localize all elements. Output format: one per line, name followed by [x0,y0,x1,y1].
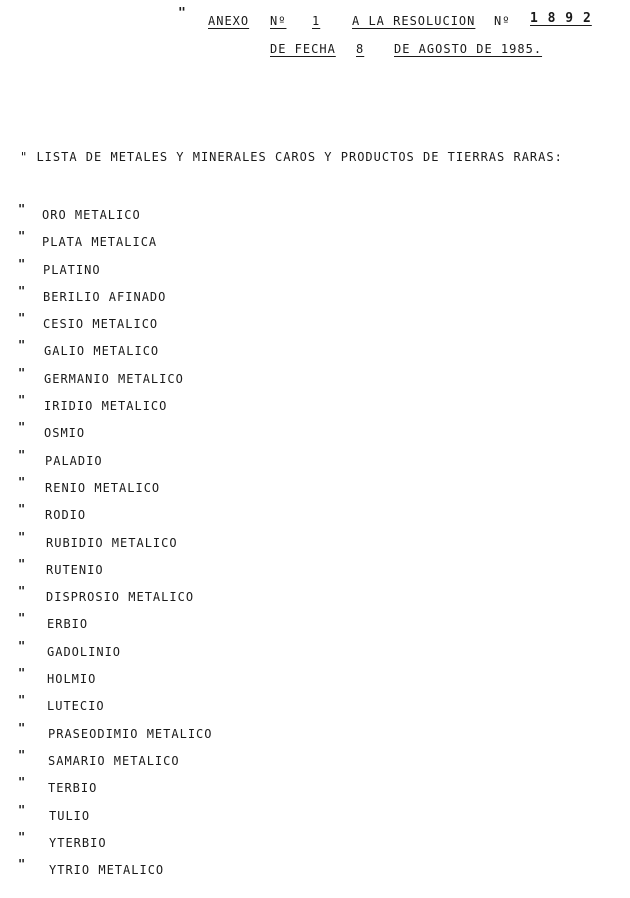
list-item [18,859,618,886]
list-item [18,504,618,531]
list-item-label: GERMANIO METALICO [44,371,184,386]
list-item [18,474,618,504]
list-item-quote-mark: " [18,256,26,271]
list-item-quote-mark: " [18,365,26,380]
resolution-number-label: Nº [494,14,511,28]
minerals-list [18,204,618,886]
list-item [18,556,618,586]
list-item-label: SAMARIO METALICO [48,753,180,768]
list-item [18,802,618,832]
annex-label: ANEXO [208,14,250,28]
list-item-label: RODIO [45,508,87,523]
list-item-label: RENIO METALICO [45,480,161,495]
list-item-label: IRIDIO METALICO [44,399,168,414]
resolution-text: A LA RESOLUCION [352,14,476,28]
list-item-quote-mark: " [18,229,26,244]
list-item [18,720,618,750]
list-item [18,313,618,340]
list-item-quote-mark: " [18,693,26,708]
list-item-label: PLATINO [43,262,101,277]
list-item [18,613,618,640]
list-item [18,668,618,695]
list-item [18,747,618,777]
list-item-quote-mark: " [18,802,26,817]
list-item-label: PRASEODIMIO METALICO [48,726,213,741]
list-item [18,365,618,395]
list-item-quote-mark: " [18,584,26,599]
list-item-label: TERBIO [48,781,98,796]
list-item [18,231,618,258]
list-item-quote-mark: " [18,666,26,681]
list-item-quote-mark: " [18,747,26,762]
section-heading: " LISTA DE METALES Y MINERALES CAROS Y PRODUCTOS DE TIERRAS RARAS: [20,150,563,164]
date-day: 8 [356,42,365,56]
list-item [18,529,618,559]
list-item-quote-mark: " [18,529,26,544]
annex-number-label: Nº [270,14,287,28]
list-item-quote-mark: " [18,202,26,216]
list-item [18,447,618,477]
list-item-label: ORO METALICO [42,208,141,222]
list-item [18,283,618,313]
list-item-label: BERILIO AFINADO [43,289,167,304]
list-item-quote-mark: " [18,857,26,872]
date-prefix: DE FECHA [270,42,336,56]
list-item-label: OSMIO [44,426,86,441]
list-item-label: PLATA METALICA [42,235,158,250]
list-item [18,340,618,367]
list-item [18,422,618,449]
list-item-label: GALIO METALICO [44,344,160,359]
list-item-label: RUBIDIO METALICO [46,535,178,550]
header-quote-mark: " [178,6,186,21]
list-item-label: TULIO [49,808,91,823]
list-item [18,204,618,231]
list-item [18,586,618,613]
annex-number: 1 [312,14,321,28]
resolution-number: 1 8 9 2 [530,11,592,26]
list-item [18,777,618,804]
list-item-label: CESIO METALICO [43,317,159,332]
list-item-label: DISPROSIO METALICO [46,590,195,605]
list-item-quote-mark: " [18,720,26,735]
list-item-quote-mark: " [18,638,26,653]
list-item-quote-mark: " [18,611,26,626]
list-item [18,695,618,722]
list-item [18,638,618,668]
list-item-quote-mark: " [18,502,26,517]
list-item-label: ERBIO [47,617,89,632]
list-item-quote-mark: " [18,311,26,326]
list-item-quote-mark: " [18,447,26,462]
list-item-quote-mark: " [18,775,26,790]
list-item-quote-mark: " [18,393,26,408]
list-item [18,829,618,859]
list-item-quote-mark: " [18,829,26,844]
list-item [18,395,618,422]
list-item [18,256,618,286]
list-item-quote-mark: " [18,474,26,489]
list-item-quote-mark: " [18,420,26,435]
list-item-quote-mark: " [18,338,26,353]
list-item-label: GADOLINIO [47,644,122,659]
list-item-label: PALADIO [45,453,103,468]
list-item-quote-mark: " [18,283,26,298]
date-rest: DE AGOSTO DE 1985. [394,42,543,56]
list-item-label: HOLMIO [47,672,97,687]
list-item-label: YTRIO METALICO [49,863,165,878]
list-item-label: LUTECIO [47,699,105,714]
list-item-quote-mark: " [18,556,26,571]
list-item-label: RUTENIO [46,562,104,577]
list-item-label: YTERBIO [49,835,107,850]
